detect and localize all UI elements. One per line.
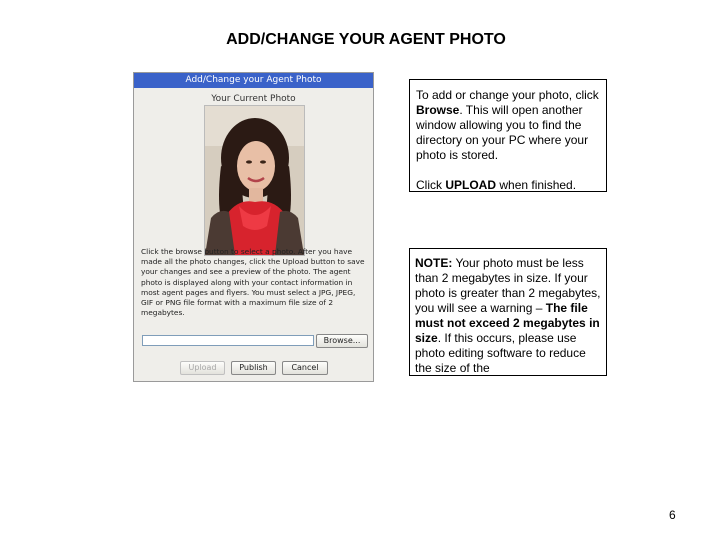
dialog-title: Add/Change your Agent Photo bbox=[134, 73, 373, 88]
browse-button[interactable]: Browse... bbox=[316, 334, 368, 348]
agent-photo bbox=[204, 105, 305, 256]
upload-button[interactable]: Upload bbox=[180, 361, 225, 375]
upload-keyword: UPLOAD bbox=[445, 178, 497, 192]
agent-photo-dialog bbox=[133, 72, 374, 382]
size-limit-note-callout bbox=[409, 248, 607, 376]
page-number: 6 bbox=[669, 508, 676, 522]
browse-instructions-callout bbox=[409, 79, 607, 192]
agent-portrait-image bbox=[205, 106, 304, 255]
upload-instructions: Click the browse button to select a photo. After you have made all the photo changes, click the Upload button to save your changes and see a preview of the photo. The agent photo is displayed along with your contact information in most agent pages and flyers. You must select a JPG, JPEG, GIF or PNG file format with a maximum file size of 2 megabytes. bbox=[141, 247, 365, 318]
size-limit-note-text: NOTE: Your photo must be less than 2 megabytes in size. If your photo is greater than 2 megabytes, you will see a warning – The file must not exceed 2 megabytes in size. If this occurs, please use photo editing software to reduce the size of the bbox=[415, 256, 601, 375]
upload-instruction-text: Click UPLOAD when finished. bbox=[416, 178, 577, 192]
note-label: NOTE: bbox=[415, 256, 453, 270]
cancel-button[interactable]: Cancel bbox=[282, 361, 328, 375]
browse-keyword: Browse bbox=[416, 103, 460, 117]
size-warning-text: The file must not exceed 2 megabytes in size bbox=[415, 301, 600, 345]
publish-button[interactable]: Publish bbox=[231, 361, 276, 375]
browse-instruction-text: To add or change your photo, click Browse. This will open another window allowing you to find the directory on your PC where your photo is stored. bbox=[416, 88, 599, 162]
photo-caption: Your Current Photo bbox=[211, 94, 296, 104]
page-title: ADD/CHANGE YOUR AGENT PHOTO bbox=[226, 31, 506, 48]
file-path-input[interactable] bbox=[142, 335, 314, 346]
